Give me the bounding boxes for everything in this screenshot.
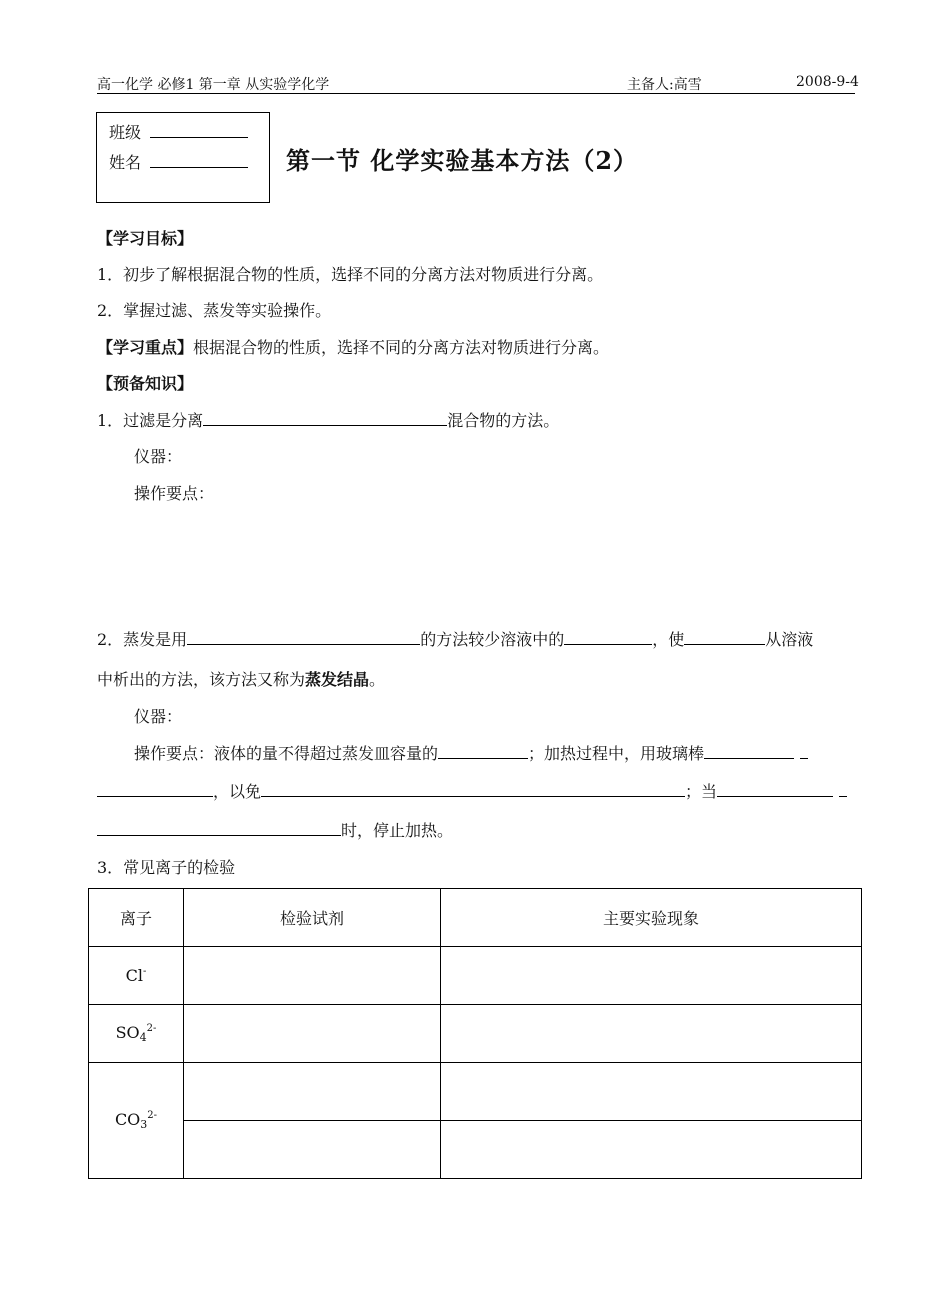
class-blank[interactable] (150, 123, 248, 138)
evap-term: 蒸发结晶 (305, 670, 370, 689)
prep-heading: 【预备知识】 (97, 374, 194, 393)
evap-p4: 从溶液 (765, 630, 814, 649)
evap-question (97, 627, 813, 650)
evap-op-blank-4[interactable] (261, 782, 685, 797)
goals-heading: 【学习目标】 (97, 229, 194, 248)
ion-carbonate: $CO_3^{2-}$ (89, 1063, 184, 1179)
evap-op-blank-2-tail[interactable] (800, 744, 808, 759)
reagent-cell[interactable] (184, 1063, 441, 1121)
evap-op-blank-5[interactable] (717, 782, 833, 797)
evap-blank-3[interactable] (684, 630, 765, 645)
header-reagent: 检验试剂 (184, 889, 441, 947)
table-row (89, 947, 862, 1005)
table-row (89, 1063, 862, 1121)
page-title: 第一节 化学实验基本方法（2） (286, 146, 639, 175)
goal-item-2: 2．掌握过滤、蒸发等实验操作。 (97, 301, 332, 320)
evap-p3: ，使 (652, 630, 685, 649)
ion-test-table (88, 888, 862, 1179)
filter-instruments: 仪器： (134, 447, 183, 466)
evap-op-blank-6[interactable] (97, 821, 341, 836)
filter-blank[interactable] (203, 411, 447, 426)
filter-prefix: 1．过滤是分离 (97, 411, 204, 430)
evap-line-2 (97, 667, 385, 690)
evap-op-line-2 (97, 779, 847, 802)
evap-p2: 的方法较少溶液中的 (420, 630, 565, 649)
evap-op-line-1 (134, 741, 808, 764)
filter-operation: 操作要点： (134, 484, 215, 503)
filter-question (97, 408, 559, 431)
reagent-cell[interactable] (184, 1121, 441, 1179)
header-phenomenon: 主要实验现象 (441, 889, 862, 947)
evap-op-b: ；加热过程中，用玻璃棒 (528, 744, 705, 763)
filter-suffix: 混合物的方法。 (447, 411, 560, 430)
reagent-cell[interactable] (184, 1005, 441, 1063)
evap-op-c: ，以免 (213, 782, 262, 801)
evap-line2-suffix: 。 (369, 670, 386, 689)
class-label: 班级 (109, 123, 142, 142)
focus-line (97, 335, 609, 358)
name-blank[interactable] (150, 153, 248, 168)
header-ion: 离子 (89, 889, 184, 947)
evap-op-e: 时，停止加热。 (341, 821, 454, 840)
phenomenon-cell[interactable] (441, 1063, 862, 1121)
ions-heading: 3．常见离子的检验 (97, 858, 236, 877)
evap-instruments: 仪器： (134, 707, 183, 726)
phenomenon-cell[interactable] (441, 947, 862, 1005)
evap-op-line-3 (97, 818, 453, 841)
name-field (109, 150, 248, 173)
ion-chloride: Cl- (89, 947, 184, 1005)
header-author: 主备人:高雪 (627, 77, 702, 93)
evap-op-d: ；当 (685, 782, 718, 801)
evap-op-blank-5-tail[interactable] (839, 782, 847, 797)
evap-p1: 2．蒸发是用 (97, 630, 188, 649)
evap-op-a: 操作要点：液体的量不得超过蒸发皿容量的 (134, 744, 439, 763)
phenomenon-cell[interactable] (441, 1121, 862, 1179)
ion-sulfate: $SO_4^{2-}$ (89, 1005, 184, 1063)
table-header-row (89, 889, 862, 947)
evap-op-blank-3[interactable] (97, 782, 213, 797)
evap-blank-1[interactable] (187, 630, 420, 645)
evap-op-blank-2[interactable] (704, 744, 794, 759)
header-divider (97, 93, 855, 94)
focus-text: 根据混合物的性质，选择不同的分离方法对物质进行分离。 (193, 338, 610, 357)
goal-item-1: 1．初步了解根据混合物的性质，选择不同的分离方法对物质进行分离。 (97, 265, 604, 284)
header-course: 高一化学 必修1 第一章 从实验学化学 (97, 77, 330, 93)
header-date: 2008-9-4 (796, 74, 859, 90)
reagent-cell[interactable] (184, 947, 441, 1005)
evap-blank-2[interactable] (564, 630, 652, 645)
focus-heading: 【学习重点】 (97, 338, 194, 357)
evap-op-blank-1[interactable] (438, 744, 528, 759)
table-row (89, 1005, 862, 1063)
name-label: 姓名 (109, 153, 142, 172)
class-field (109, 120, 248, 143)
phenomenon-cell[interactable] (441, 1005, 862, 1063)
table-row (89, 1121, 862, 1179)
evap-line2-prefix: 中析出的方法，该方法又称为 (97, 670, 306, 689)
